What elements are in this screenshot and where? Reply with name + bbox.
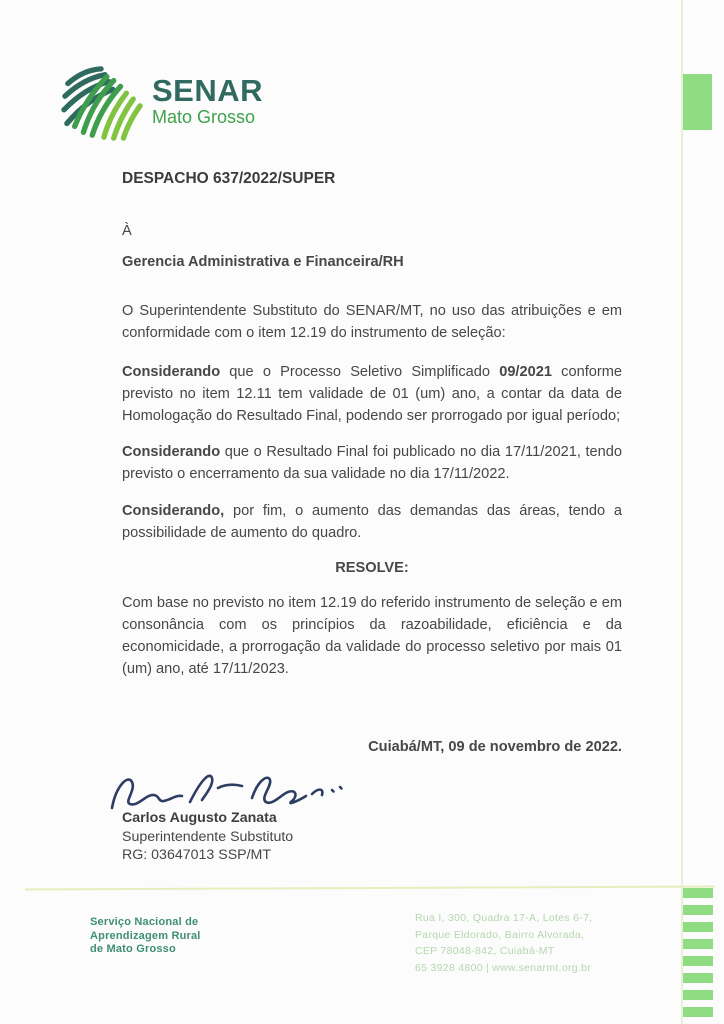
considerando-1-number: 09/2021	[499, 364, 552, 380]
paragraph-intro	[122, 300, 622, 344]
signer-name: Carlos Augusto Zanata	[122, 810, 277, 826]
green-stripes-bottom	[683, 888, 713, 1024]
considerando-2-rest: que o Resultado Final foi publicado no dia 17/11/2021, tendo previsto o encerramento da sua validade no dia 17/11/2022.	[122, 444, 622, 482]
green-stripe	[683, 956, 713, 966]
footer-address-line: CEP 78048-842, Cuiabá-MT	[415, 945, 555, 957]
considerando-3-lead: Considerando,	[122, 503, 225, 519]
scan-fold-line-vertical	[681, 0, 683, 1024]
green-stripe	[683, 973, 713, 983]
considerando-3-rest: por fim, o aumento das demandas das áreas, tendo a possibilidade de aumento do quadro.	[122, 503, 622, 541]
paragraph-intro-text: O Superintendente Substituto do SENAR/MT, no uso das atribuições e em conformidade com o item 12.19 do instrumento de seleção:	[122, 303, 622, 341]
green-stripe	[683, 888, 713, 898]
senar-leaf-icon	[60, 64, 144, 142]
scan-fold-line-horizontal	[25, 885, 715, 890]
footer-org-line: Serviço Nacional de	[90, 916, 199, 928]
green-stripe	[683, 905, 713, 915]
footer-org-line: Aprendizagem Rural	[90, 929, 201, 942]
salutation: À	[122, 223, 132, 239]
paragraph-resolution-text: Com base no previsto no item 12.19 do referido instrumento de seleção e em consonância com os princípios da razoabilidade, eficiência e da economicidade, a prorrogação da validade do processo seletivo por mais 01 (um) ano, até 17/11/2023.	[122, 595, 622, 677]
considerando-1-mid: que o Processo Seletivo Simplificado	[220, 364, 500, 380]
footer-address-line: 65 3928 4800 | www.senarmt.org.br	[415, 961, 592, 974]
green-accent-bar-top	[683, 74, 712, 130]
paragraph-considerando-1	[122, 361, 622, 427]
footer-address	[415, 910, 592, 976]
considerando-1-rest: conforme previsto no item 12.11 tem validade de 01 (um) ano, a contar da data de Homologação do Resultado Final, podendo ser prorrogado por igual período;	[122, 364, 622, 424]
logo-text	[152, 64, 263, 128]
signer-block	[122, 809, 293, 865]
signer-rg: RG: 03647013 SSP/MT	[122, 847, 272, 863]
footer-address-line: Parque Eldorado, Bairro Alvorada,	[415, 928, 585, 941]
resolve-heading: RESOLVE:	[335, 560, 409, 576]
green-stripe	[683, 1007, 713, 1017]
logo-wordmark: SENAR	[152, 73, 264, 108]
paragraph-resolution	[122, 592, 622, 680]
green-stripe	[683, 939, 713, 949]
document-title: DESPACHO 637/2022/SUPER	[122, 170, 336, 187]
considerando-1-lead: Considerando	[122, 364, 221, 380]
footer-org-line: de Mato Grosso	[90, 943, 176, 955]
recipient-line: Gerencia Administrativa e Financeira/RH	[122, 254, 404, 270]
paragraph-considerando-3	[122, 500, 622, 544]
senar-logo	[60, 64, 263, 142]
date-line: Cuiabá/MT, 09 de novembro de 2022.	[368, 739, 622, 755]
logo-subtitle: Mato Grosso	[152, 107, 256, 127]
footer-address-line: Rua I, 300, Quadra 17-A, Lotes 6-7,	[415, 912, 593, 924]
considerando-2-lead: Considerando	[122, 444, 221, 460]
paragraph-considerando-2	[122, 441, 622, 485]
green-stripe	[683, 990, 713, 1000]
signer-role: Superintendente Substituto	[122, 828, 294, 845]
green-stripe	[683, 922, 713, 932]
footer-organization	[90, 916, 201, 957]
